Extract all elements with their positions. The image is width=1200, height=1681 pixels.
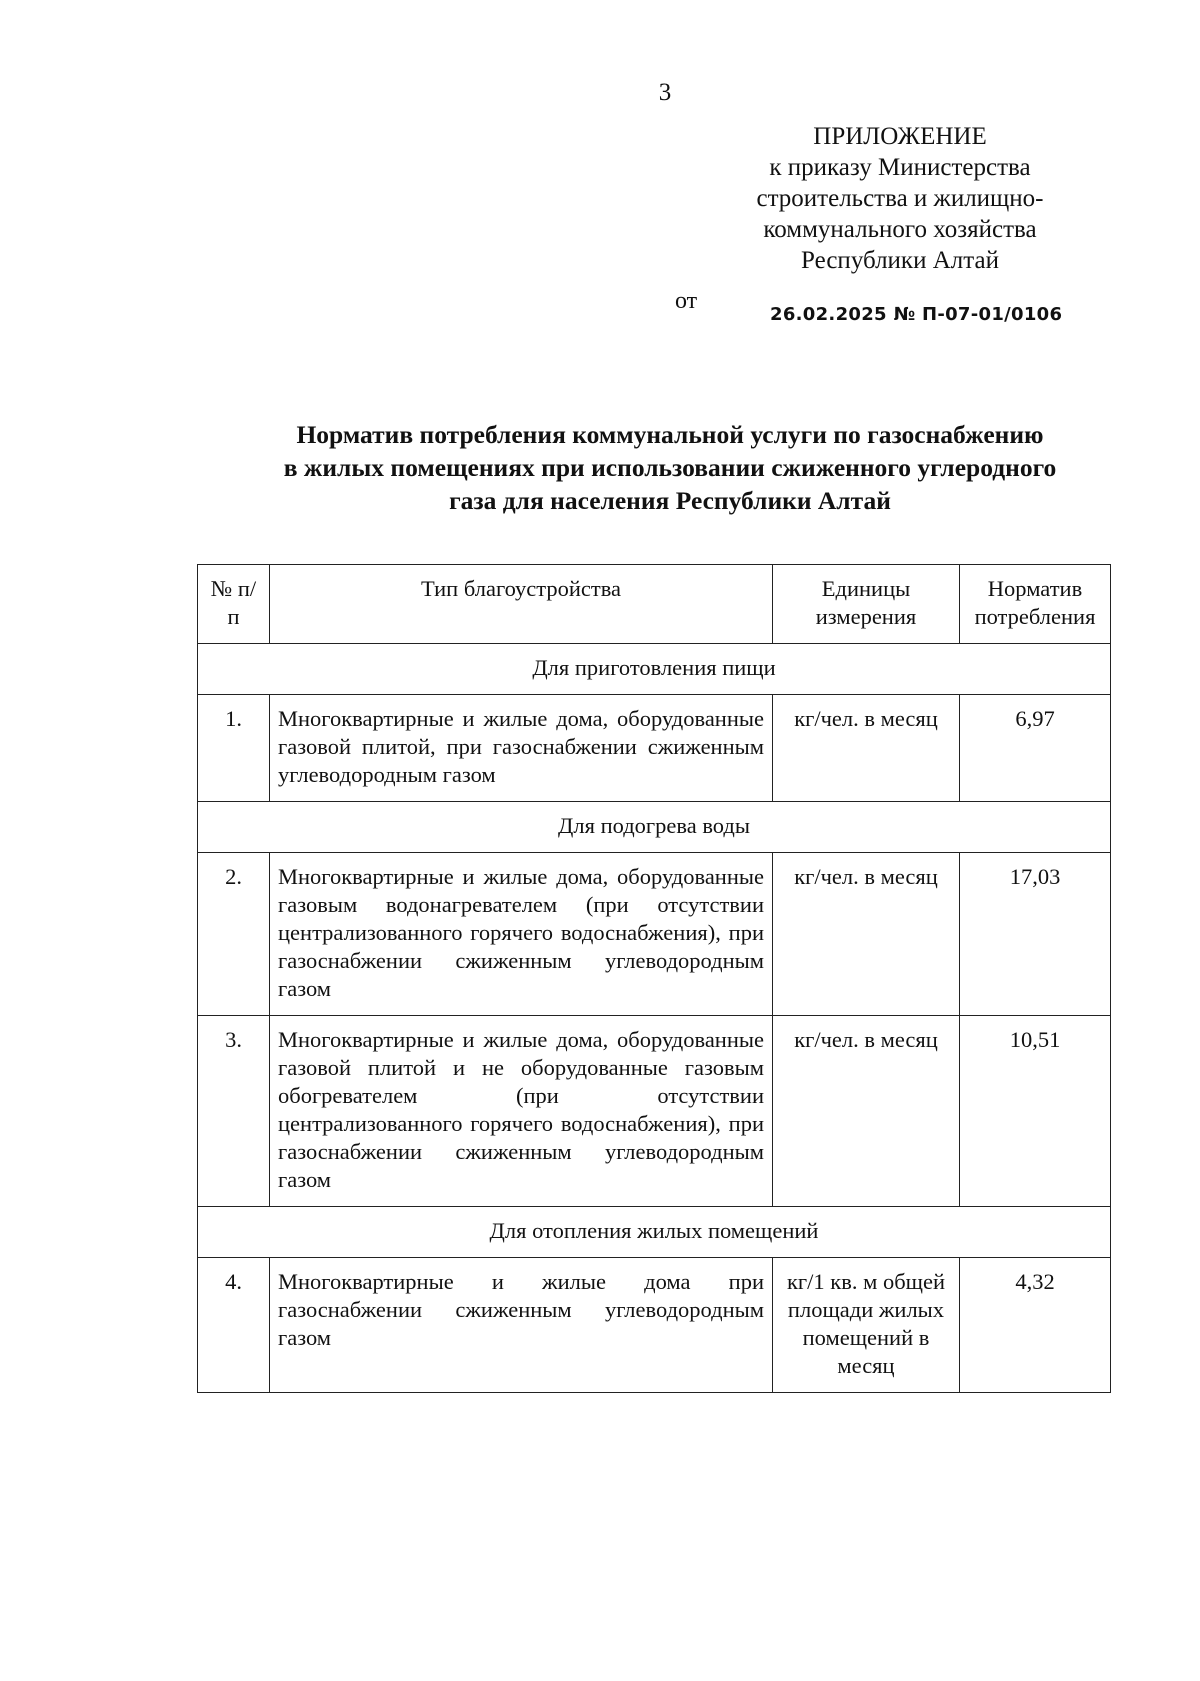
row-type: Многоквартирные и жилые дома при газоснабжении сжиженным углеводородным газом [270,1258,773,1393]
row-norm: 6,97 [960,695,1111,802]
row-number: 4. [198,1258,270,1393]
row-norm: 17,03 [960,853,1111,1016]
row-unit: кг/чел. в месяц [773,1016,960,1207]
norms-table [197,564,1111,1393]
row-unit: кг/1 кв. м общей площади жилых помещений в месяц [773,1258,960,1393]
row-norm: 4,32 [960,1258,1111,1393]
appendix-title: ПРИЛОЖЕНИЕ [813,123,987,150]
table-row [198,1016,1111,1207]
appendix-line: к приказу Министерства [769,154,1031,181]
row-number: 1. [198,695,270,802]
appendix-line: Республики Алтай [801,247,999,274]
header-norm: Норматив потребления [960,565,1111,644]
appendix-header [700,121,1100,276]
appendix-line: строительства и жилищно- [756,185,1044,212]
section-title: Для приготовления пищи [198,644,1111,695]
row-type: Многоквартирные и жилые дома, оборудованные газовым водонагревателем (при отсутствии централизованного горячего водоснабжения), при газоснабжении сжиженным углеводородным газом [270,853,773,1016]
table-row [198,695,1111,802]
row-norm: 10,51 [960,1016,1111,1207]
page-number: 3 [658,79,672,106]
row-number: 2. [198,853,270,1016]
row-unit: кг/чел. в месяц [773,853,960,1016]
table-row [198,1258,1111,1393]
header-type: Тип благоустройства [270,565,773,644]
header-unit: Единицы измерения [773,565,960,644]
row-number: 3. [198,1016,270,1207]
section-row [198,1207,1111,1258]
title-line: газа для населения Республики Алтай [449,486,891,515]
title-line: в жилых помещениях при использовании сжиженного углеродного [283,453,1057,482]
section-title: Для отопления жилых помещений [198,1207,1111,1258]
table-header-row [198,565,1111,644]
row-unit: кг/чел. в месяц [773,695,960,802]
table-row [198,853,1111,1016]
row-type: Многоквартирные и жилые дома, оборудованные газовой плитой, при газоснабжении сжиженным углеводородным газом [270,695,773,802]
header-num: № п/п [198,565,270,644]
title-line: Норматив потребления коммунальной услуги по газоснабжению [296,420,1044,449]
section-title: Для подогрева воды [198,802,1111,853]
appendix-line: коммунального хозяйства [763,216,1037,243]
order-reference: 26.02.2025 № П-07-01/0106 [770,304,1063,325]
section-row [198,644,1111,695]
section-row [198,802,1111,853]
row-type: Многоквартирные и жилые дома, оборудованные газовой плитой и не оборудованные газовым обогревателем (при отсутствии централизованного горячего водоснабжения), при газоснабжении сжиженным углеводородным газом [270,1016,773,1207]
from-label: от [675,288,698,314]
document-title [180,418,1160,517]
